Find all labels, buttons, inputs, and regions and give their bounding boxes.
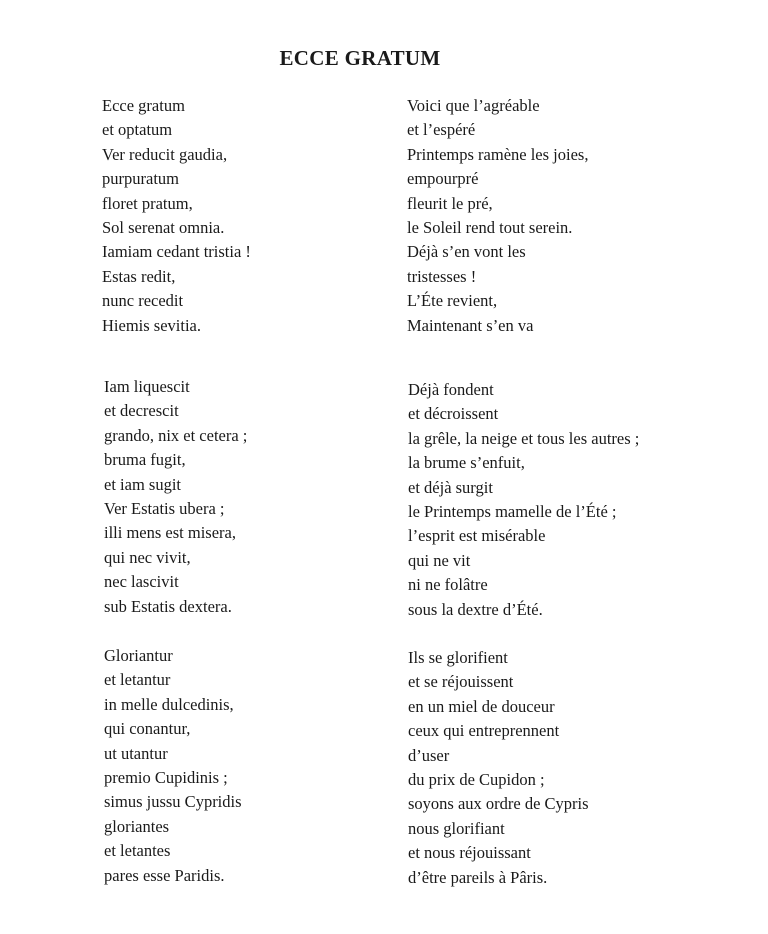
- verse-line: illi mens est misera,: [104, 523, 236, 543]
- verse-line: nous glorifiant: [408, 818, 505, 838]
- verse-line: et nous réjouissant: [408, 843, 531, 863]
- verse-line: Ver Estatis ubera ;: [104, 498, 225, 518]
- verse-line: d’user: [408, 745, 450, 765]
- verse-line: in melle dulcedinis,: [104, 694, 234, 714]
- verse-line: ceux qui entreprennent: [408, 721, 560, 741]
- verse-line: bruma fugit,: [104, 450, 186, 470]
- verse-line: Sol serenat omnia.: [102, 217, 225, 237]
- verse-line: et decrescit: [104, 401, 179, 421]
- french-stanza-1: [407, 94, 588, 338]
- verse-line: Ver reducit gaudia,: [102, 144, 228, 164]
- verse-line: floret pratum,: [102, 193, 193, 213]
- latin-stanza-1: [102, 94, 251, 338]
- verse-line: Estas redit,: [102, 266, 176, 286]
- verse-line: L’Éte revient,: [407, 291, 498, 311]
- verse-line: le Soleil rend tout serein.: [407, 217, 573, 237]
- verse-line: Gloriantur: [104, 646, 173, 665]
- verse-line: ni ne folâtre: [408, 575, 488, 595]
- verse-line: simus jussu Cypridis: [104, 792, 242, 812]
- verse-line: grando, nix et cetera ;: [104, 425, 248, 445]
- verse-line: l’esprit est misérable: [408, 526, 546, 546]
- verse-line: Iamiam cedant tristia !: [102, 242, 251, 262]
- verse-line: nunc recedit: [102, 291, 184, 311]
- verse-line: sub Estatis dextera.: [104, 596, 232, 616]
- verse-line: Printemps ramène les joies,: [407, 144, 589, 164]
- verse-line: Hiemis sevitia.: [102, 315, 201, 335]
- latin-stanza-3: [104, 644, 242, 888]
- poem-title: ECCE GRATUM: [279, 46, 441, 70]
- verse-line: ut utantur: [104, 743, 168, 763]
- verse-line: sous la dextre d’Été.: [408, 599, 543, 619]
- verse-line: et décroissent: [408, 404, 499, 424]
- verse-line: et optatum: [102, 120, 173, 140]
- verse-line: purpuratum: [102, 169, 179, 189]
- verse-line: et letantes: [104, 841, 171, 861]
- verse-line: Maintenant s’en va: [407, 315, 534, 335]
- french-stanza-3: [408, 646, 589, 890]
- verse-line: gloriantes: [104, 816, 170, 836]
- french-stanza-2: [408, 378, 639, 622]
- verse-line: la grêle, la neige et tous les autres ;: [408, 428, 640, 448]
- verse-line: en un miel de douceur: [408, 696, 555, 716]
- verse-line: qui conantur,: [104, 719, 191, 739]
- verse-line: Déjà fondent: [408, 380, 494, 399]
- verse-line: d’être pareils à Pâris.: [408, 867, 548, 887]
- verse-line: soyons aux ordre de Cypris: [408, 794, 589, 814]
- verse-line: empourpré: [407, 169, 479, 189]
- verse-line: tristesses !: [407, 266, 477, 286]
- verse-line: et iam sugit: [104, 474, 181, 494]
- verse-line: qui nec vivit,: [104, 547, 191, 567]
- verse-line: et l’espéré: [407, 120, 476, 140]
- verse-line: la brume s’enfuit,: [408, 453, 525, 473]
- verse-line: nec lascivit: [104, 572, 179, 592]
- verse-line: et se réjouissent: [408, 672, 514, 692]
- verse-line: Ecce gratum: [102, 96, 185, 115]
- verse-line: le Printemps mamelle de l’Été ;: [408, 501, 617, 521]
- latin-stanza-2: [104, 375, 247, 619]
- verse-line: pares esse Paridis.: [104, 865, 225, 885]
- verse-line: du prix de Cupidon ;: [408, 769, 545, 789]
- verse-line: qui ne vit: [408, 550, 471, 570]
- verse-line: Déjà s’en vont les: [407, 242, 526, 262]
- verse-line: Iam liquescit: [104, 377, 190, 396]
- verse-line: premio Cupidinis ;: [104, 767, 228, 787]
- verse-line: fleurit le pré,: [407, 193, 493, 213]
- verse-line: et letantur: [104, 670, 171, 690]
- verse-line: Ils se glorifient: [408, 648, 508, 667]
- verse-line: et déjà surgit: [408, 477, 493, 497]
- verse-line: Voici que l’agréable: [407, 96, 540, 115]
